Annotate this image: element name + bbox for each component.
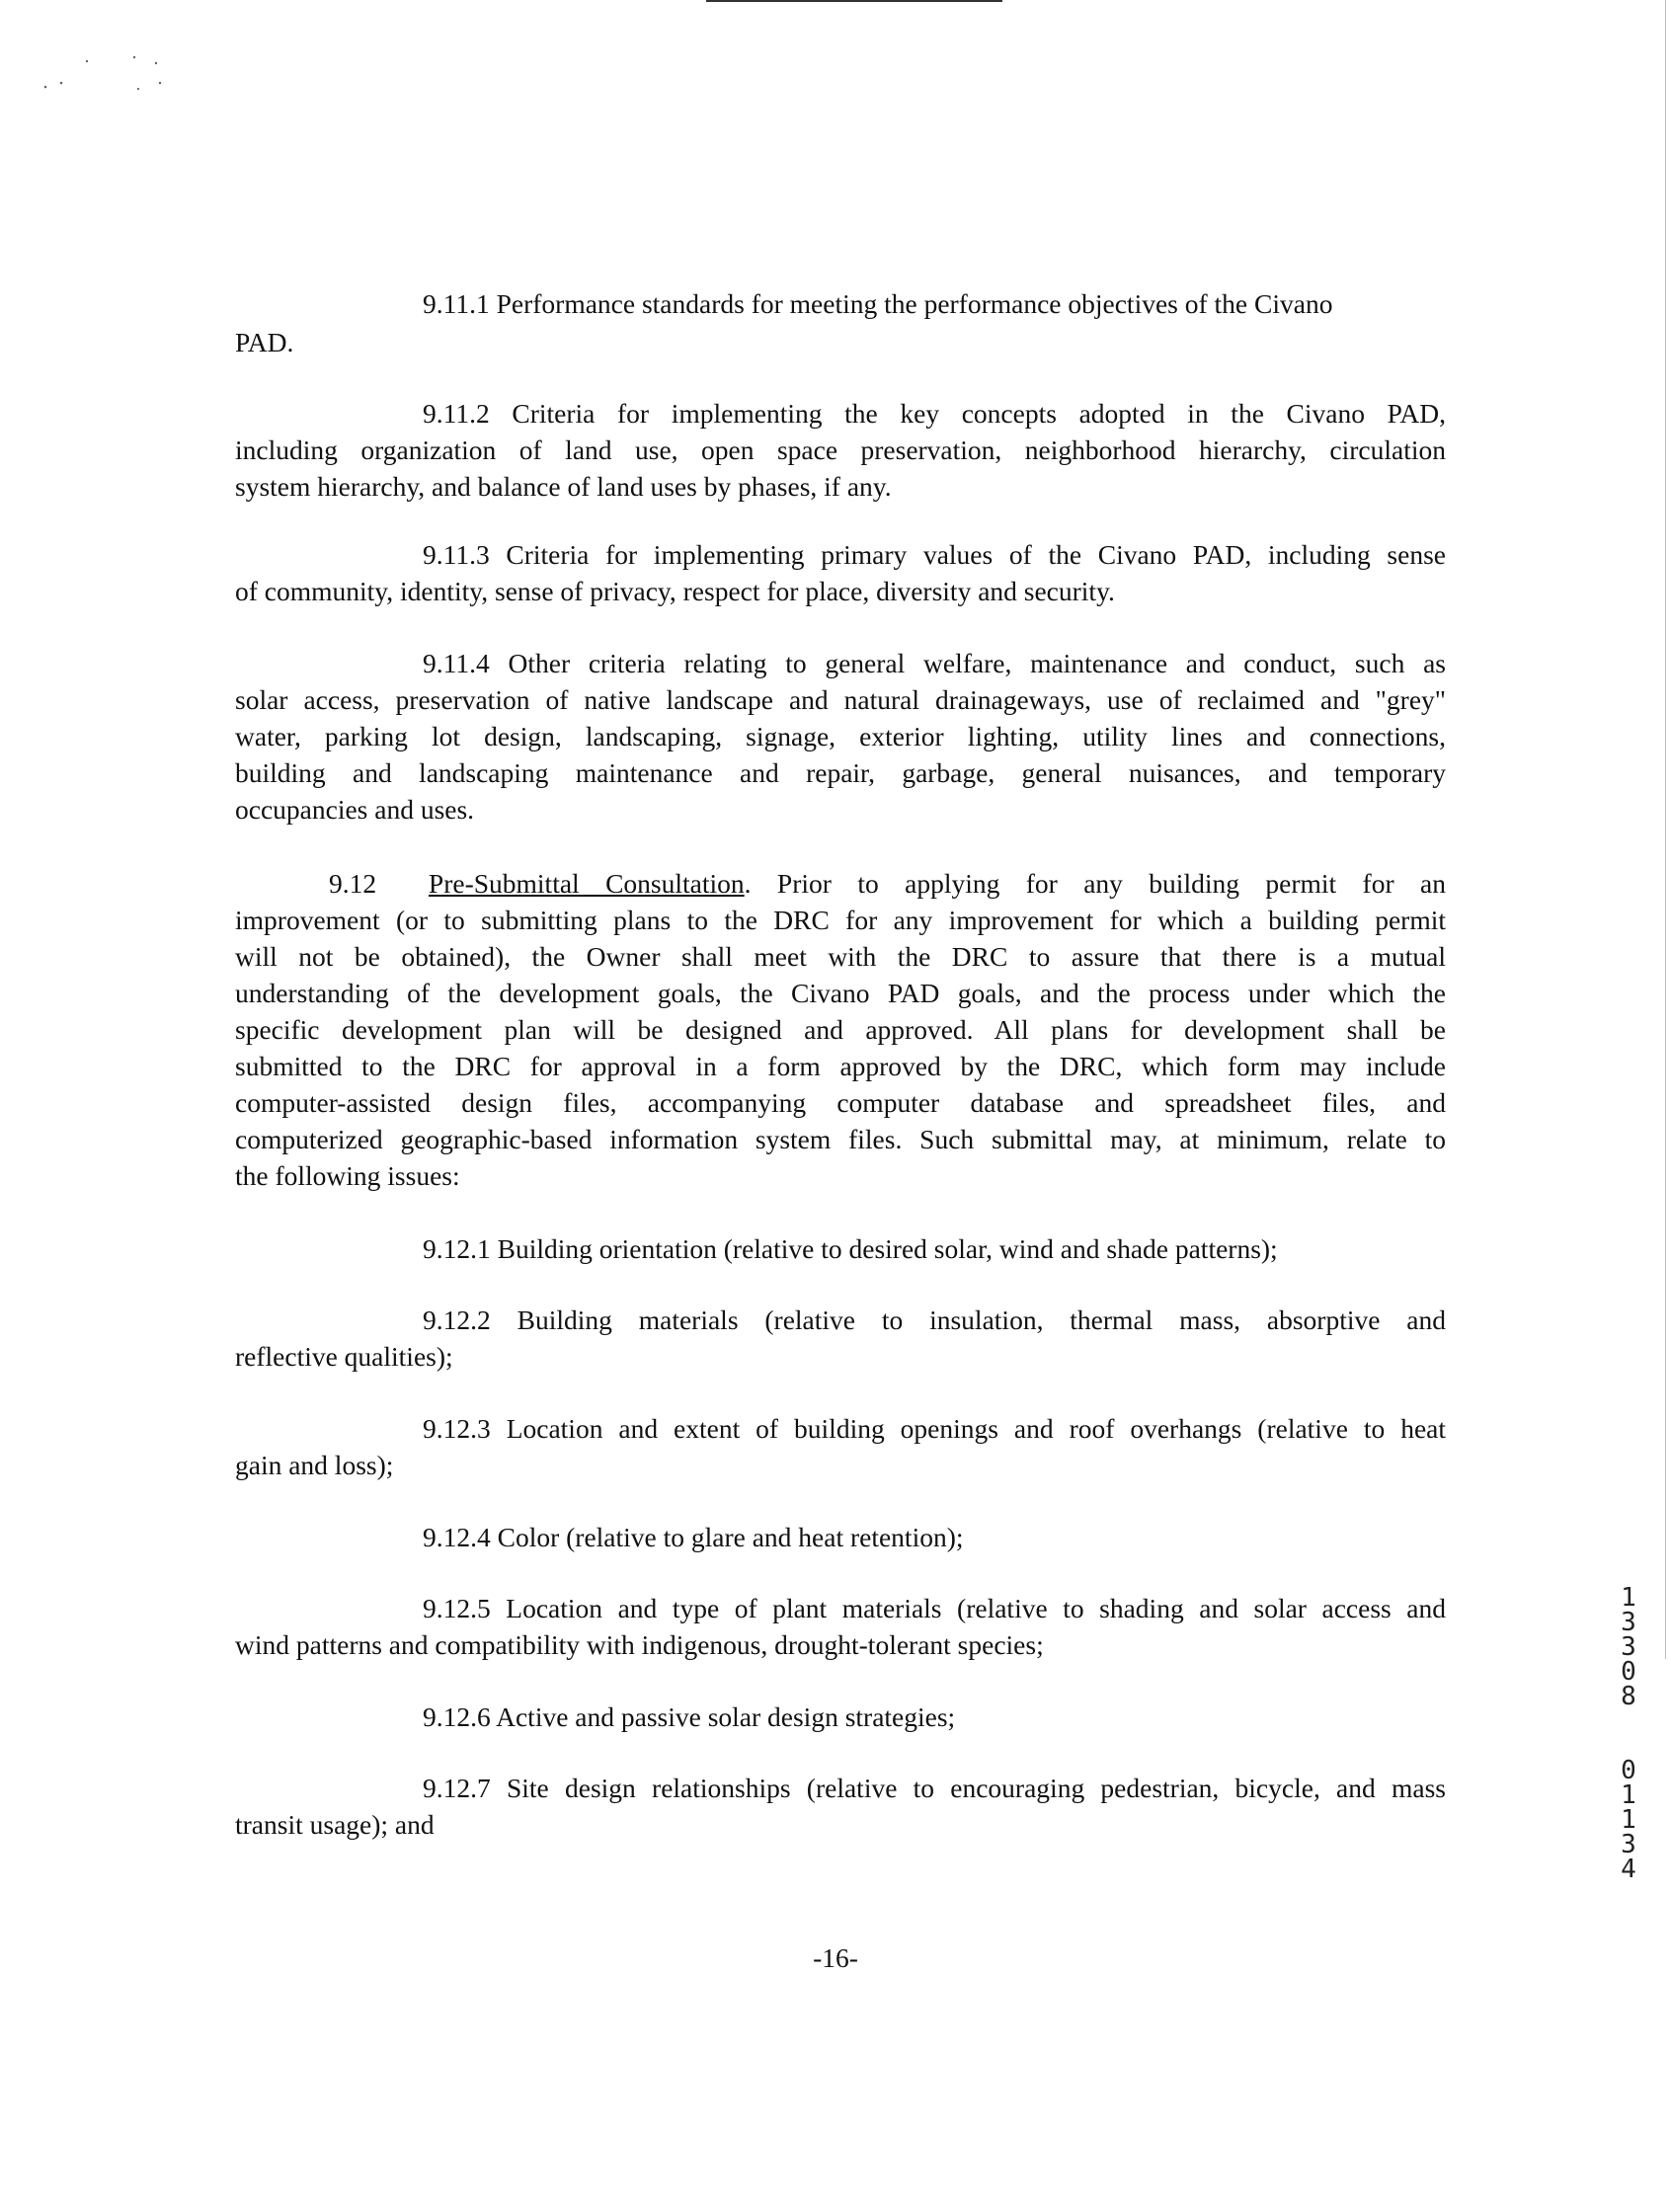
bates-number: 1 3 3 0 8 0 1 1 3 4: [1621, 1583, 1636, 1884]
item-9-12-2: [235, 1302, 1446, 1375]
para-9-11-1-line2: PAD.: [235, 327, 294, 357]
item-9-12-4: 9.12.4 Color (relative to glare and heat retention);: [423, 1522, 964, 1552]
para-line: specific development plan will be designed and approved. All plans for development shall be: [235, 1014, 1446, 1045]
para-line: the following issues:: [235, 1160, 460, 1191]
page-edge-line: [1665, 0, 1666, 1659]
para-line: 9.11.4 Other criteria relating to general welfare, maintenance and conduct, such as: [423, 648, 1446, 678]
item-9-12-5: [235, 1590, 1446, 1663]
item-9-12-3: [235, 1410, 1446, 1483]
item-9-12-1: 9.12.1 Building orientation (relative to desired solar, wind and shade patterns);: [423, 1233, 1278, 1264]
para-line: 9.11.2 Criteria for implementing the key concepts adopted in the Civano PAD,: [423, 398, 1446, 429]
para-line: gain and loss);: [235, 1450, 394, 1480]
para-line: including organization of land use, open space preservation, neighborhood hierarchy, circulation: [235, 434, 1446, 465]
page-number: -16-: [813, 1942, 858, 1973]
para-line: water, parking lot design, landscaping, signage, exterior lighting, utility lines and connections,: [235, 721, 1446, 751]
para-line: 9.12.2 Building materials (relative to insulation, thermal mass, absorptive and: [423, 1304, 1446, 1335]
para-9-12-first-line: [235, 865, 1446, 902]
para-line: 9.12.3 Location and extent of building openings and roof overhangs (relative to heat: [423, 1413, 1446, 1444]
para-line: submitted to the DRC for approval in a form approved by the DRC, which form may include: [235, 1051, 1446, 1081]
para-line: 9.12.5 Location and type of plant materials (relative to shading and solar access and: [423, 1593, 1446, 1623]
para-line: wind patterns and compatibility with indigenous, drought-tolerant species;: [235, 1629, 1044, 1660]
para-line: reflective qualities);: [235, 1341, 453, 1372]
section-number: 9.12: [329, 868, 377, 899]
top-rule: [706, 0, 1002, 2]
para-line: computerized geographic-based information system files. Such submittal may, at minimum, relate to: [235, 1124, 1446, 1154]
para-9-11-4: [235, 645, 1446, 828]
para-line: understanding of the development goals, the Civano PAD goals, and the process under which the: [235, 978, 1446, 1008]
scan-speckles: [40, 49, 168, 109]
para-line: occupancies and uses.: [235, 794, 475, 825]
para-line: 9.11.3 Criteria for implementing primary values of the Civano PAD, including sense: [423, 539, 1446, 570]
para-line: transit usage); and: [235, 1809, 435, 1840]
item-9-12-7: [235, 1770, 1446, 1843]
section-heading: Pre-Submittal Consultation: [428, 868, 745, 899]
para-line: solar access, preservation of native landscape and natural drainageways, use of reclaimed and "grey": [235, 684, 1446, 715]
para-9-11-2: [235, 395, 1446, 505]
para-line: 9.12.7 Site design relationships (relative to encouraging pedestrian, bicycle, and mass: [423, 1773, 1446, 1803]
item-9-12-6: 9.12.6 Active and passive solar design strategies;: [423, 1701, 956, 1732]
para-9-11-1-line1: 9.11.1 Performance standards for meeting the performance objectives of the Civano: [423, 288, 1333, 319]
para-line-rest: . Prior to applying for any building permit for an: [744, 868, 1446, 899]
para-line: system hierarchy, and balance of land uses by phases, if any.: [235, 471, 892, 502]
para-line: improvement (or to submitting plans to the DRC for any improvement for which a building permit: [235, 905, 1446, 935]
para-9-12: [235, 865, 1446, 1194]
para-line: of community, identity, sense of privacy, respect for place, diversity and security.: [235, 576, 1115, 606]
para-line: will not be obtained), the Owner shall meet with the DRC to assure that there is a mutual: [235, 941, 1446, 972]
para-9-11-3: [235, 536, 1446, 609]
para-line: building and landscaping maintenance and repair, garbage, general nuisances, and temporary: [235, 757, 1446, 788]
para-line: computer-assisted design files, accompanying computer database and spreadsheet files, and: [235, 1087, 1446, 1118]
